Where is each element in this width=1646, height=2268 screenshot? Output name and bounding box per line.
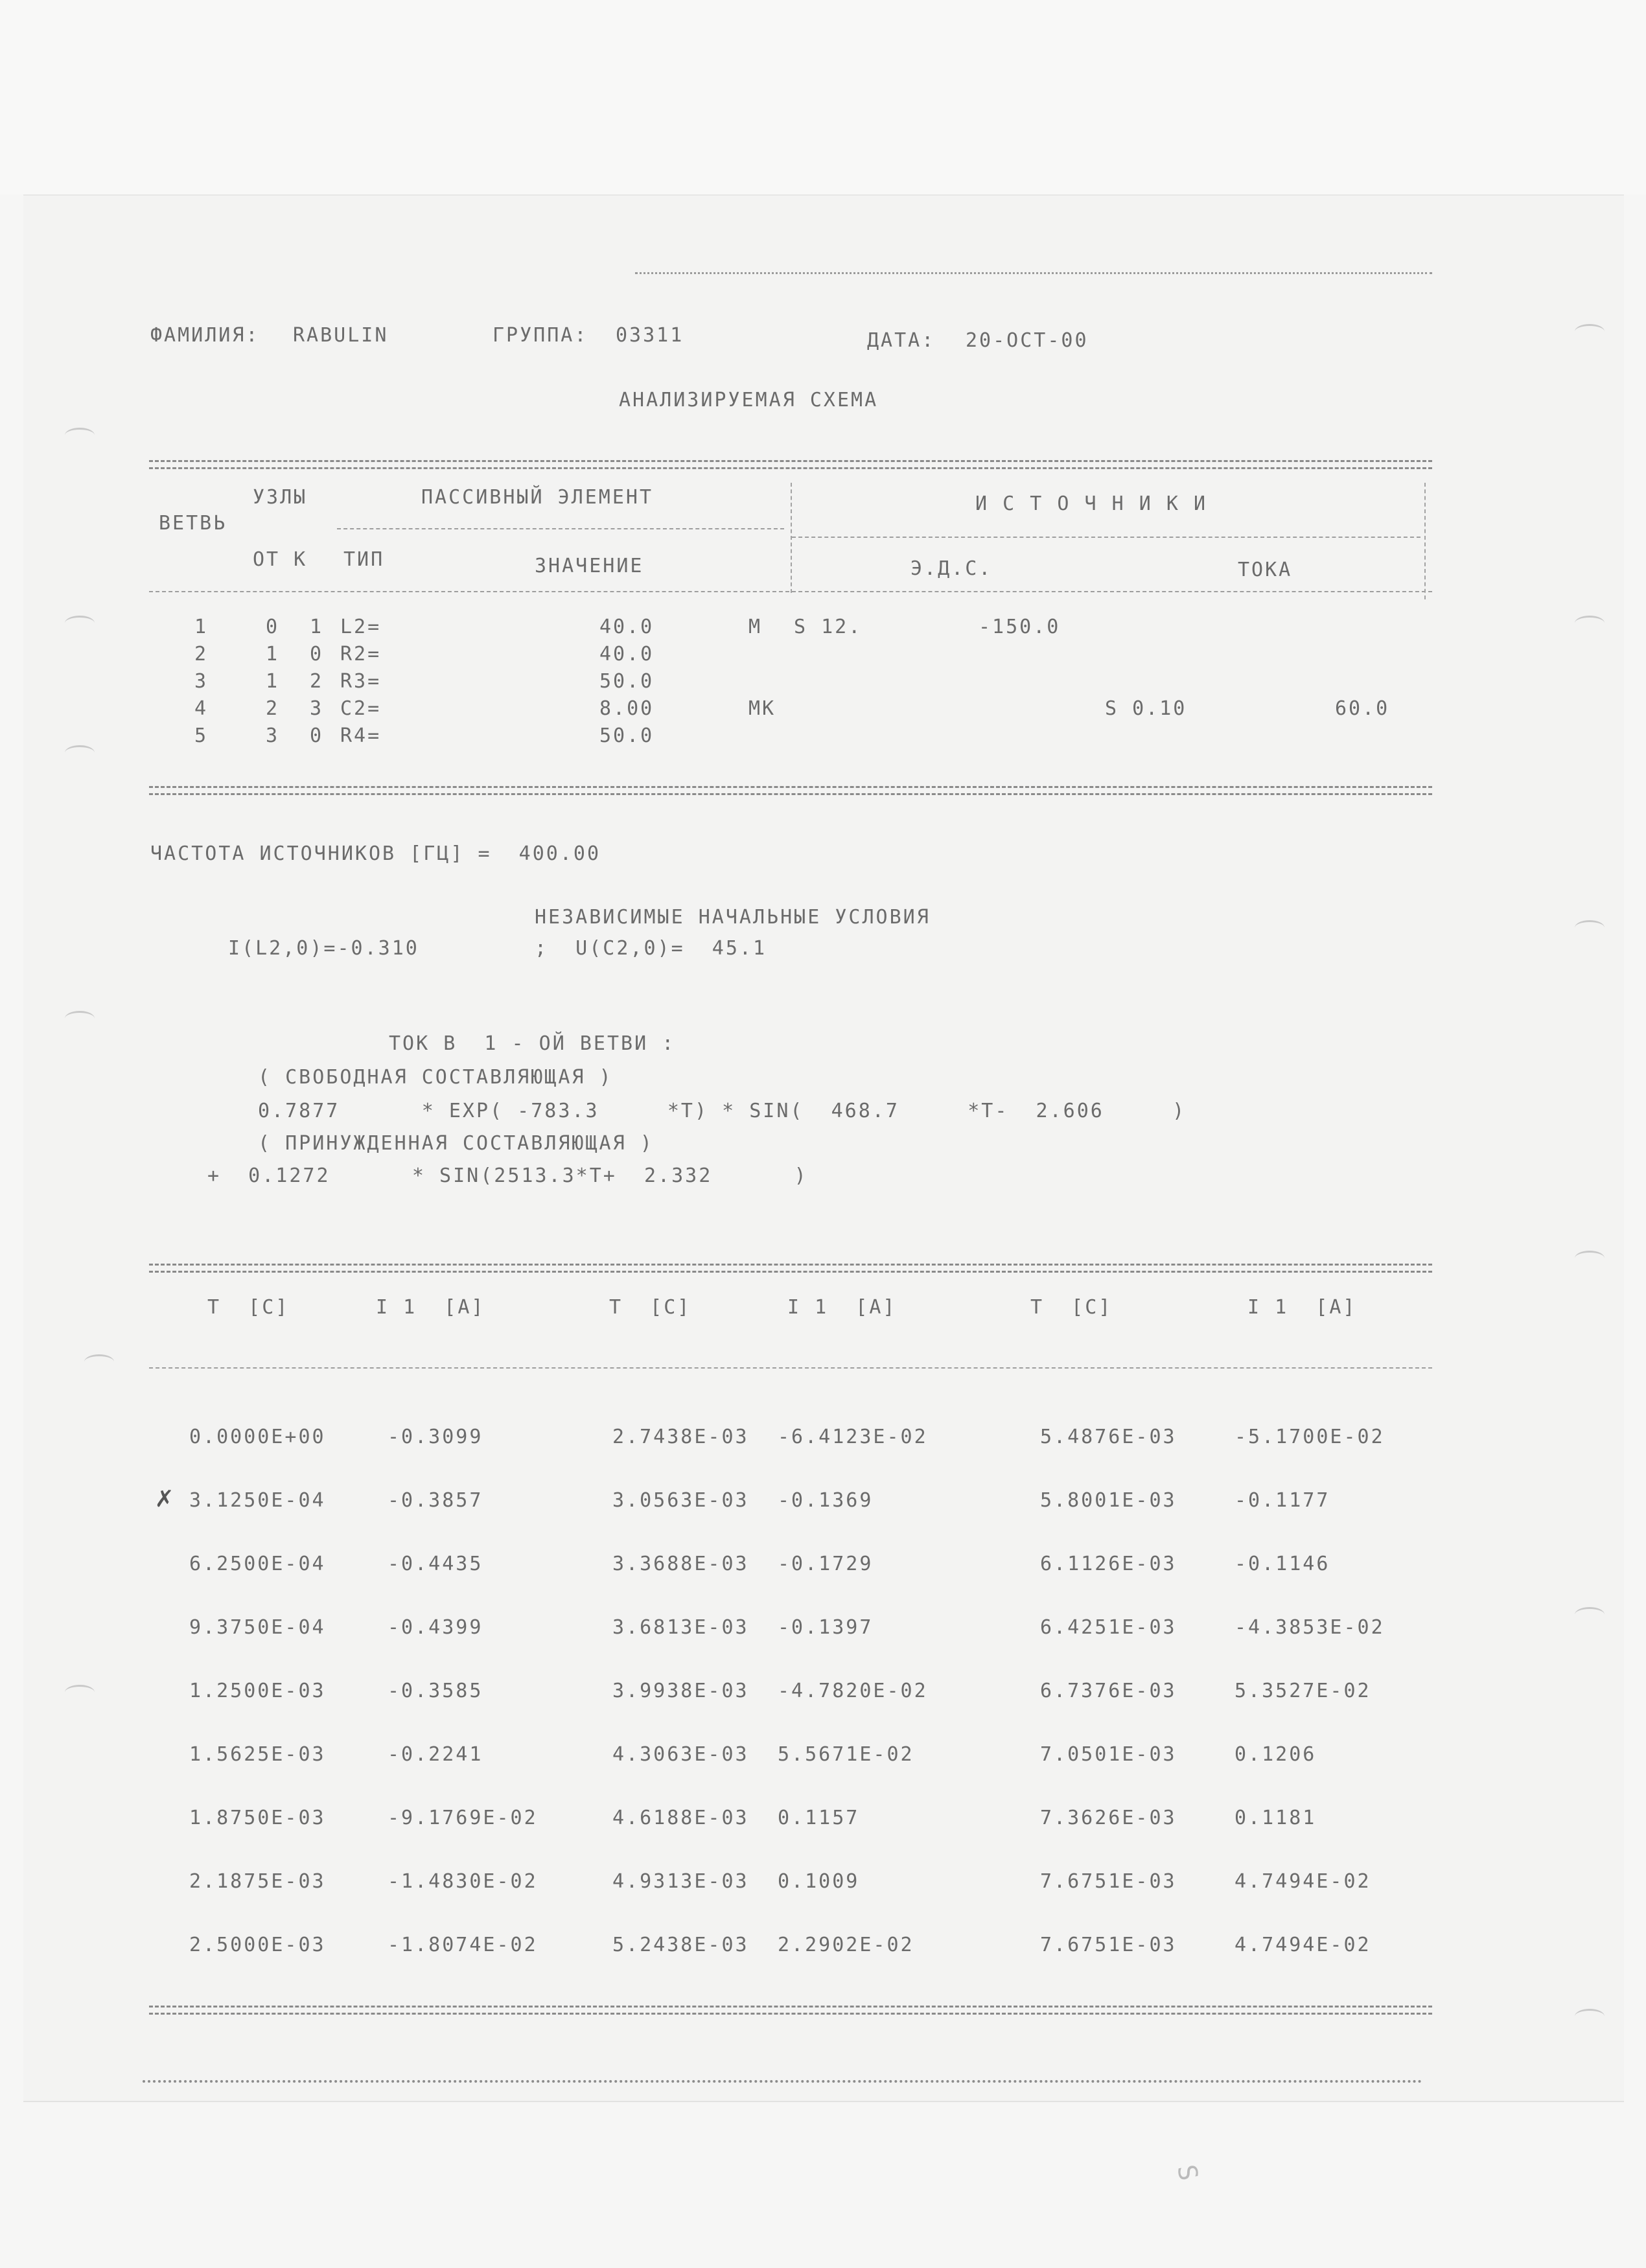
page-top-margin [0,0,1646,194]
results-cell: 0.0000E+00 [189,1426,326,1448]
scheme-cell-branch: 3 [194,670,209,693]
frequency-line: ЧАСТОТА ИСТОЧНИКОВ [ГЦ] = 400.00 [150,842,601,865]
scheme-cell-value: 40.0 [599,643,655,665]
results-cell: -0.4435 [388,1553,483,1575]
scheme-cell-src-i2: 60.0 [1335,697,1390,720]
results-header-cell: T [С] [207,1296,290,1319]
scheme-cell-to: 1 [310,616,324,638]
scheme-cell-src-i: S 0.10 [1105,697,1187,720]
scheme-cell-elem: L2= [340,616,382,638]
scheme-cell-to: 3 [310,697,324,720]
results-cell: 3.3688E-03 [612,1553,749,1575]
scheme-cell-branch: 4 [194,697,209,720]
punch-hole-left [65,428,95,443]
staple-mark: S [1171,2162,1203,2183]
scheme-cell-to: 0 [310,724,324,747]
free-component-label: ( СВОБОДНАЯ СОСТАВЛЯЮЩАЯ ) [258,1066,613,1089]
results-cell: 6.1126E-03 [1040,1553,1177,1575]
punch-hole-right [1575,1251,1605,1266]
punch-hole-right [1575,1607,1605,1622]
results-cell: 3.1250E-04 [189,1489,326,1512]
scheme-cell-value: 8.00 [599,697,655,720]
results-cell: 4.7494E-02 [1234,1934,1371,1956]
results-cell: -0.4399 [388,1616,483,1639]
results-cell: -5.1700E-02 [1234,1426,1385,1448]
scheme-cell-unit: МК [748,697,776,720]
scheme-title: АНАЛИЗИРУЕМАЯ СХЕМА [619,389,879,411]
scheme-cell-elem: R3= [340,670,382,693]
scheme-cell-value: 50.0 [599,724,655,747]
group-label: ГРУППА: [493,324,588,347]
surname-value: RABULIN [293,324,389,347]
results-cell: -0.3857 [388,1489,483,1512]
header-nodes: УЗЛЫ [253,486,308,509]
results-header-cell: T [С] [609,1296,691,1319]
results-cell: 7.6751E-03 [1040,1934,1177,1956]
results-cell: 4.3063E-03 [612,1743,749,1766]
date-label: ДАТА: [867,329,936,352]
results-cell: 4.6188E-03 [612,1807,749,1829]
results-cell: 2.7438E-03 [612,1426,749,1448]
results-cell: 3.6813E-03 [612,1616,749,1639]
results-cell: -4.7820E-02 [778,1680,928,1702]
results-border-top [149,1264,1432,1273]
scheme-cell-src-e: S 12. [794,616,863,638]
results-cell: 5.5671E-02 [778,1743,914,1766]
results-cell: 6.7376E-03 [1040,1680,1177,1702]
header-divider [337,528,784,529]
scheme-cell-from: 1 [266,670,280,693]
results-cell: -4.3853E-02 [1234,1616,1385,1639]
header-sources: И С Т О Ч Н И К И [975,492,1208,515]
scheme-cell-branch: 5 [194,724,209,747]
results-cell: -0.2241 [388,1743,483,1766]
results-cell: 7.3626E-03 [1040,1807,1177,1829]
results-cell: 2.1875E-03 [189,1870,326,1893]
results-cell: 5.4876E-03 [1040,1426,1177,1448]
scheme-cell-elem: R4= [340,724,382,747]
results-cell: -0.1729 [778,1553,874,1575]
results-cell: 7.0501E-03 [1040,1743,1177,1766]
scheme-cell-from: 0 [266,616,280,638]
results-cell: -0.1177 [1234,1489,1330,1512]
column-divider [1424,483,1426,599]
punch-hole-left [65,745,95,760]
scheme-cell-elem: C2= [340,697,382,720]
results-cell: -0.1369 [778,1489,874,1512]
scheme-cell-src-e2: -150.0 [979,616,1061,638]
scheme-cell-to: 2 [310,670,324,693]
perforation-top [635,272,1432,283]
results-cell: 1.5625E-03 [189,1743,326,1766]
header-value: ЗНАЧЕНИЕ [535,555,644,577]
results-cell: -0.1146 [1234,1553,1330,1575]
forced-component-label: ( ПРИНУЖДЕННАЯ СОСТАВЛЯЮЩАЯ ) [258,1132,654,1155]
header-current: ТОКА [1238,559,1293,581]
results-cell: 6.4251E-03 [1040,1616,1177,1639]
scheme-cell-branch: 1 [194,616,209,638]
punch-hole-right [1575,616,1605,631]
results-cell: 7.6751E-03 [1040,1870,1177,1893]
solution-title: ТОК В 1 - ОЙ ВЕТВИ : [389,1032,676,1055]
results-cell: -0.3585 [388,1680,483,1702]
results-cell: -0.1397 [778,1616,874,1639]
results-cell: 6.2500E-04 [189,1553,326,1575]
results-header-cell: T [С] [1030,1296,1113,1319]
header-type: ТИП [343,548,385,571]
results-cell: 0.1206 [1234,1743,1317,1766]
scheme-cell-branch: 2 [194,643,209,665]
results-cell: 9.3750E-04 [189,1616,326,1639]
results-cell: 1.8750E-03 [189,1807,326,1829]
punch-hole-left [65,1685,95,1700]
header-from-to: ОТ К [253,548,308,571]
results-cell: -6.4123E-02 [778,1426,928,1448]
results-cell: 5.3527E-02 [1234,1680,1371,1702]
scheme-cell-elem: R2= [340,643,382,665]
results-header-divider [149,1367,1432,1369]
results-cell: 2.2902E-02 [778,1934,914,1956]
results-cell: 3.9938E-03 [612,1680,749,1702]
results-cell: -0.3099 [388,1426,483,1448]
scheme-cell-unit: М [748,616,763,638]
header-divider [792,537,1420,538]
header-passive: ПАССИВНЫЙ ЭЛЕМЕНТ [421,486,654,509]
scheme-cell-from: 1 [266,643,280,665]
punch-hole-left [65,1011,95,1026]
date-value: 20-OCT-00 [966,329,1089,352]
results-cell: 5.8001E-03 [1040,1489,1177,1512]
results-border-bottom [149,2006,1432,2015]
group-value: 03311 [616,324,684,347]
results-cell: -9.1769E-02 [388,1807,538,1829]
table-border-bottom [149,786,1432,795]
handwritten-x-mark: ✗ [156,1481,173,1514]
header-emf: Э.Д.С. [910,557,993,580]
column-divider [791,483,792,593]
results-cell: 4.7494E-02 [1234,1870,1371,1893]
punch-hole-right [1575,920,1605,935]
forced-component-expression: + 0.1272 * SIN(2513.3*T+ 2.332 ) [207,1164,808,1187]
scheme-cell-from: 2 [266,697,280,720]
results-cell: 0.1157 [778,1807,860,1829]
results-cell: 3.0563E-03 [612,1489,749,1512]
punch-hole-left [65,616,95,631]
results-cell: 4.9313E-03 [612,1870,749,1893]
free-component-expression: 0.7877 * EXP( -783.3 *T) * SIN( 468.7 *T- 2.606 ) [258,1100,1187,1122]
scheme-cell-value: 50.0 [599,670,655,693]
results-cell: 0.1009 [778,1870,860,1893]
punch-hole-right [1575,324,1605,339]
scheme-cell-to: 0 [310,643,324,665]
punch-hole-right [1575,2009,1605,2024]
results-header-cell: I 1 [А] [376,1296,485,1319]
initial-current: I(L2,0)=-0.310 [228,937,419,960]
perforation-bottom [143,2080,1422,2092]
results-cell: -1.8074E-02 [388,1934,538,1956]
initial-conditions-title: НЕЗАВИСИМЫЕ НАЧАЛЬНЫЕ УСЛОВИЯ [535,906,931,929]
initial-voltage: ; U(C2,0)= 45.1 [535,937,767,960]
results-cell: 2.5000E-03 [189,1934,326,1956]
punch-hole-left [84,1354,114,1369]
results-header-cell: I 1 [А] [1247,1296,1357,1319]
scheme-cell-from: 3 [266,724,280,747]
results-header-cell: I 1 [А] [787,1296,897,1319]
scheme-cell-value: 40.0 [599,616,655,638]
header-branch: ВЕТВЬ [159,512,227,535]
results-cell: 0.1181 [1234,1807,1317,1829]
results-cell: -1.4830E-02 [388,1870,538,1893]
table-border-top [149,460,1432,469]
results-cell: 1.2500E-03 [189,1680,326,1702]
results-cell: 5.2438E-03 [612,1934,749,1956]
surname-label: ФАМИЛИЯ: [150,324,260,347]
